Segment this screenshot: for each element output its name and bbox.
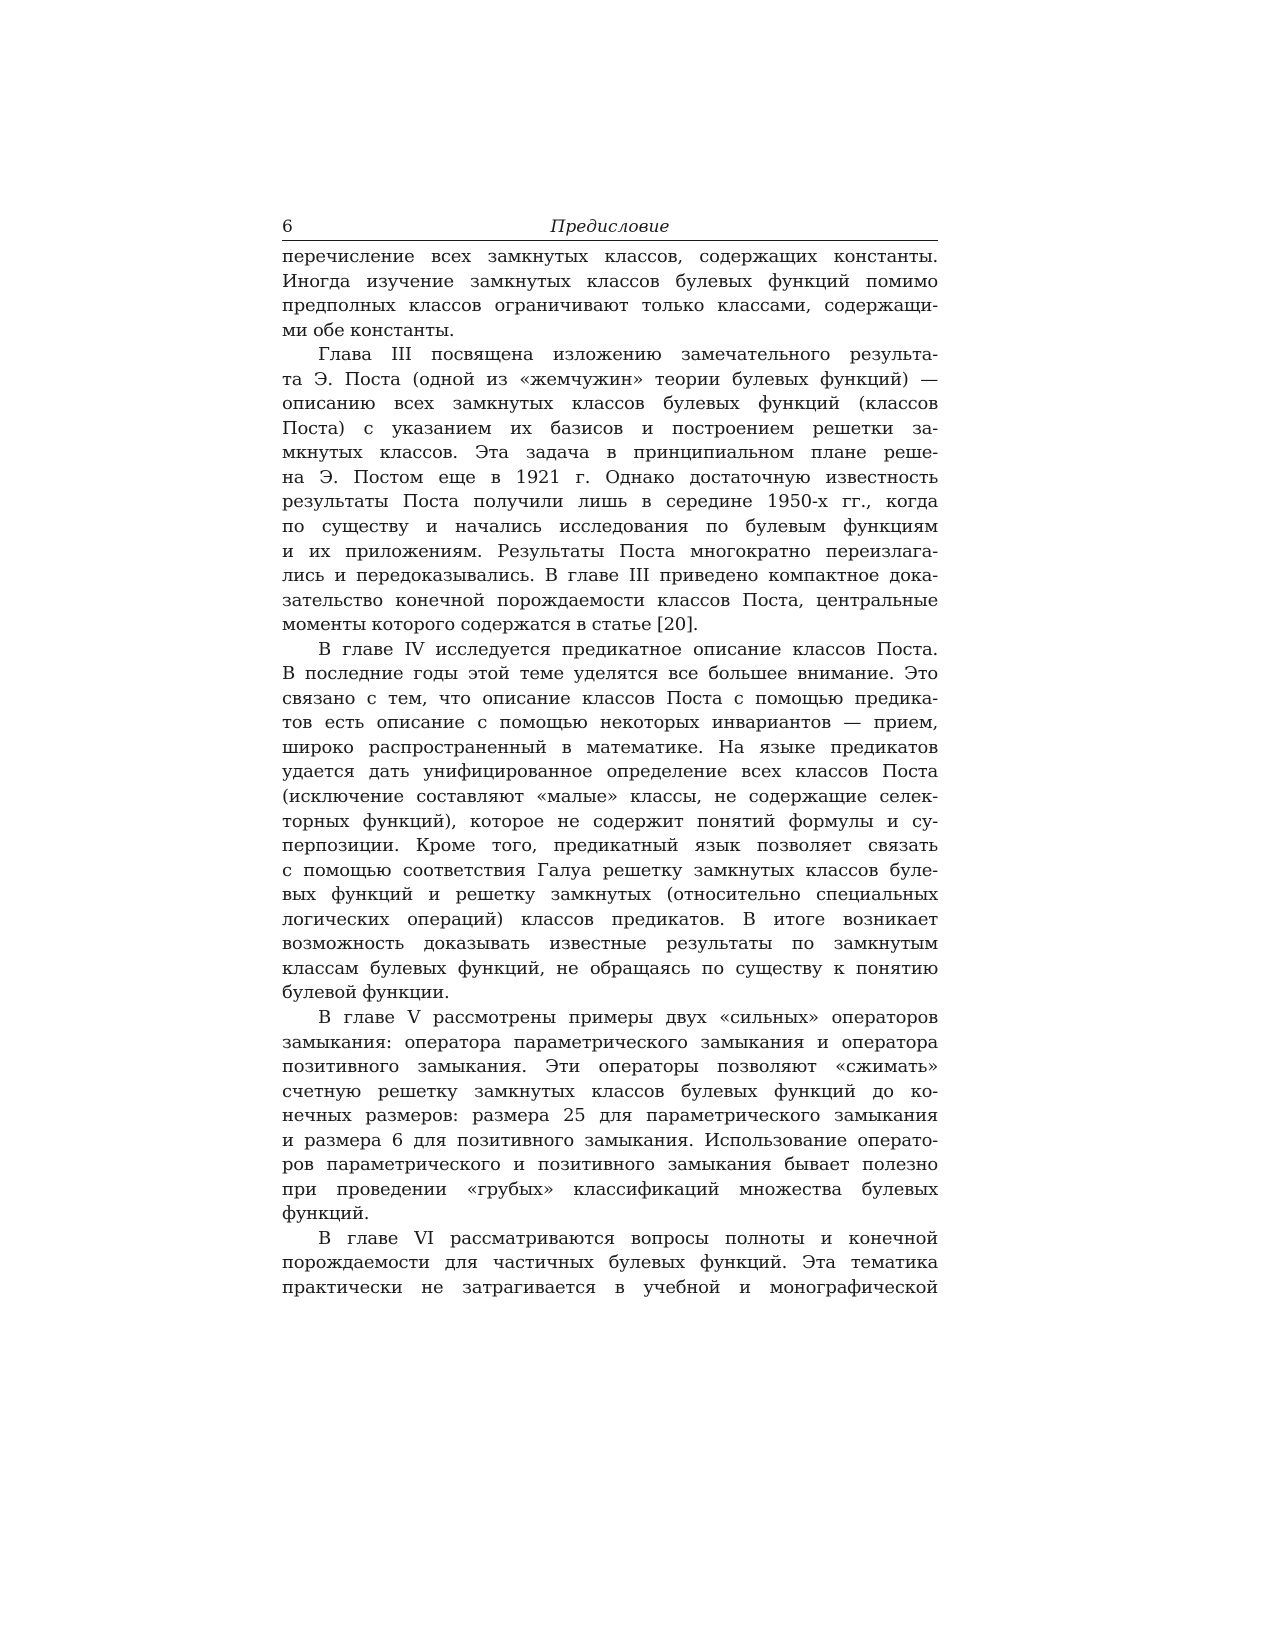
text-line: функций. [282, 1203, 370, 1225]
text-line: описанию всех замкнутых классов булевых функций (классов [282, 393, 938, 415]
text-line: В главе IV исследуется предикатное описание классов Поста. [318, 638, 938, 660]
text-line: моменты которого содержатся в статье [20]. [282, 614, 699, 636]
text-line: счетную решетку замкнутых классов булевых функций до ко- [282, 1080, 938, 1102]
running-head [282, 204, 938, 241]
text-line: позитивного замыкания. Эти операторы позволяют «сжимать» [282, 1056, 938, 1078]
text-line: на Э. Постом еще в 1921 г. Однако достаточную известность [282, 466, 938, 488]
running-title: Предисловие [550, 217, 670, 237]
paragraph [282, 343, 938, 638]
paragraph [282, 1227, 938, 1301]
page-number: 6 [282, 217, 293, 237]
text-line: порождаемости для частичных булевых функций. Эта тематика [282, 1252, 938, 1274]
text-line: перпозиции. Кроме того, предикатный язык позволяет связать [282, 835, 938, 857]
text-line: перечисление всех замкнутых классов, содержащих константы. [282, 246, 938, 267]
paragraph [282, 1006, 938, 1227]
text-line: В последние годы этой теме уделятся все большее внимание. Это [282, 663, 938, 685]
text-line: практически не затрагивается в учебной и монографической [282, 1276, 938, 1298]
text-line: с помощью соответствия Галуа решетку замкнутых классов буле- [282, 859, 938, 881]
text-line: широко распространенный в математике. На языке предикатов [282, 736, 938, 758]
text-line: ми обе константы. [282, 319, 455, 341]
text-line: Поста) с указанием их базисов и построением решетки за- [282, 417, 938, 439]
text-line: (исключение составляют «малые» классы, не содержащие селек- [282, 786, 938, 808]
text-line: возможность доказывать известные результаты по замкнутым [282, 933, 938, 955]
text-line: лись и передоказывались. В главе III приведено компактное дока- [282, 565, 938, 587]
text-line: при проведении «грубых» классификаций множества булевых [282, 1178, 938, 1200]
book-page [282, 204, 938, 1301]
body-text [282, 245, 938, 1301]
text-line: результаты Поста получили лишь в середине 1950-х гг., когда [282, 491, 938, 513]
text-line: В главе VI рассматриваются вопросы полноты и конечной [318, 1227, 938, 1249]
text-line: классам булевых функций, не обращаясь по существу к понятию [282, 957, 938, 979]
text-line: тов есть описание с помощью некоторых инвариантов — прием, [282, 712, 938, 734]
text-line: булевой функции. [282, 982, 450, 1004]
text-line: логических операций) классов предикатов. В итоге возникает [282, 908, 938, 930]
text-line: торных функций), которое не содержит понятий формулы и су- [282, 810, 938, 832]
text-line: и размера 6 для позитивного замыкания. Использование операто- [282, 1129, 938, 1151]
text-line: зательство конечной порождаемости классов Поста, центральные [282, 589, 938, 611]
text-line: ров параметрического и позитивного замыкания бывает полезно [282, 1154, 938, 1176]
text-line: та Э. Поста (одной из «жемчужин» теории булевых функций) — [282, 368, 938, 390]
text-line: мкнутых классов. Эта задача в принципиальном плане реше- [282, 442, 938, 464]
text-line: вых функций и решетку замкнутых (относительно специальных [282, 884, 938, 906]
text-line: связано с тем, что описание классов Поста с помощью предика- [282, 687, 938, 709]
text-line: и их приложениям. Результаты Поста многократно переизлага- [282, 540, 938, 562]
text-line: предполных классов ограничивают только классами, содержащи- [282, 295, 938, 317]
paragraph [282, 638, 938, 1006]
text-line: удается дать унифицированное определение всех классов Поста [282, 761, 938, 783]
text-line: Иногда изучение замкнутых классов булевых функций помимо [282, 270, 938, 292]
text-line: В главе V рассмотрены примеры двух «сильных» операторов [318, 1006, 938, 1028]
text-line: Глава III посвящена изложению замечательного результа- [318, 344, 938, 366]
paragraph [282, 245, 938, 343]
text-line: по существу и начались исследования по булевым функциям [282, 516, 938, 538]
text-line: нечных размеров: размера 25 для параметрического замыкания [282, 1105, 938, 1127]
text-line: замыкания: оператора параметрического замыкания и оператора [282, 1031, 938, 1053]
